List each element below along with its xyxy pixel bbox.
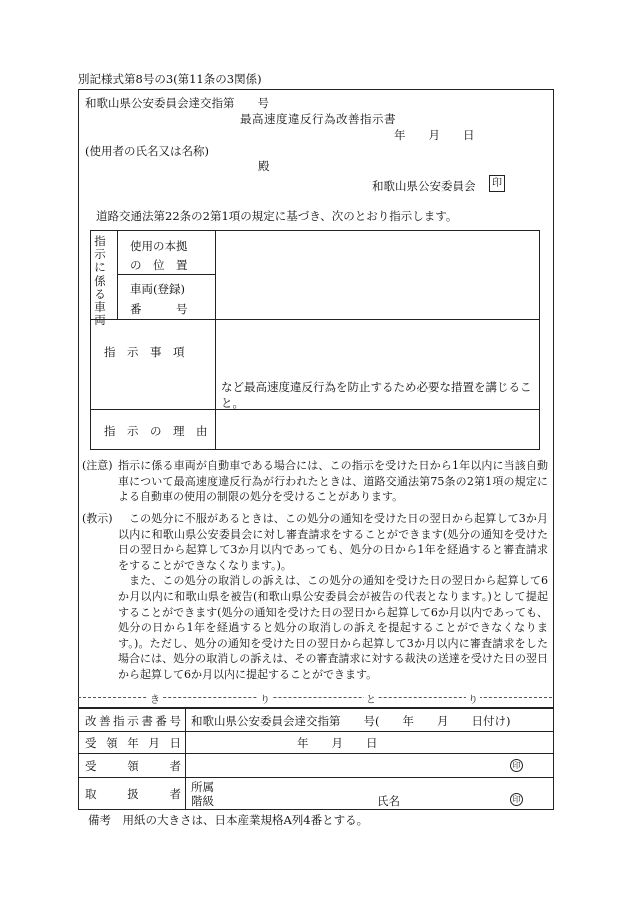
issuer-name: 和歌山県公安委員会 [372,179,476,193]
received-date-value: 年 月 日 [297,736,378,750]
instruction-number-label: 改善指示書番号 [85,714,181,728]
handler-seal-icon: 印 [510,793,523,806]
recipient-label: 受領者 [85,759,181,773]
cut-char: り [466,691,480,706]
teaching-text [118,511,548,683]
location-label-line2: の 位 置 [130,258,188,272]
table-divider [91,319,539,320]
vehicle-number-label-line2: 番 号 [130,302,188,316]
handler-affiliation-label: 所属 [191,780,214,794]
form-label: 別記様式第8号の3(第11条の3関係) [78,72,262,86]
document-number: 和歌山県公安委員会達交指第 号 [85,96,269,110]
handler-name-label: 氏名 [377,794,400,808]
issuer-seal-box: 印 [489,175,505,192]
handler-label: 取扱者 [85,787,181,801]
handler-rank-label: 階級 [191,794,214,808]
cut-char: と [364,691,378,706]
table-divider [79,731,553,732]
table-divider [117,274,215,275]
intro-text: 道路交通法第22条の2第1項の規定に基づき、次のとおり指示します。 [96,209,458,223]
issue-date: 年 月 日 [394,128,475,142]
instruction-reason-label: 指 示 の 理 由 [104,424,208,438]
caution-label: (注意) [82,459,113,472]
teaching-paragraph-1: この処分に不服があるときは、この処分の通知を受けた日の翌日から起算して3か月以内に和歌山県公安委員会に対し審査請求をすることができます(処分の通知を受けた日の翌日から起算して3か月以内であっても、処分の日から1年を経過すると審査請求をすることができなくなります。)。 [118,512,548,572]
instruction-items-label: 指 示 事 項 [104,345,185,359]
recipient-seal-icon: 印 [510,759,523,772]
teaching-paragraph-2: また、この処分の取消しの訴えは、この処分の通知を受けた日の翌日から起算して6か月以内に和歌山県を被告(和歌山県公安委員会が被告の代表となります。)として提起することができます(処分の通知を受けた日の翌日から起算して6か月以内であっても、処分の日から1年を経過すると処分の取消しの訴えを提起することができなくなります。)。ただし、処分の通知を受けた日の翌日から起算して3か月以内に審査請求をした場合には、処分の取消しの訴えは、その審査請求に対する裁決の送達を受けた日の翌日から起算して6か月以内に提起することができます。 [118,574,548,681]
vehicle-group-label: 指示に係る車両 [94,234,106,328]
honorific: 殿 [258,159,270,173]
teaching-label: (教示) [82,512,113,525]
table-divider [79,777,553,778]
caution-note [82,458,548,506]
user-name-label: (使用者の氏名又は名称) [85,144,209,158]
received-date-label: 受領年月日 [85,736,181,750]
cut-char: き [148,691,162,706]
receipt-table [78,708,554,810]
teaching-note [82,511,548,689]
table-divider [215,231,216,449]
location-label-line1: 使用の本拠 [130,239,188,253]
table-divider [79,753,553,754]
table-divider [185,709,186,809]
cut-char: り [258,691,272,706]
document-title: 最高速度違反行為改善指示書 [240,112,396,126]
instruction-items-text: など最高速度違反行為を防止するため必要な措置を講じること。 [221,380,532,410]
remark: 備考 用紙の大きさは、日本産業規格A列4番とする。 [88,813,369,827]
vehicle-number-label-line1: 車両(登録) [130,282,185,296]
caution-text: 指示に係る車両が自動車である場合には、この指示を受けた日から1年以内に当該自動車について最高速度違反行為が行われたときは、道路交通法第75条の2第1項の規定による自動車の使用の制限の処分を受けることがあります。 [118,459,548,504]
instruction-number-value: 和歌山県公安委員会達交指第 号( 年 月 日付け) [191,714,511,728]
table-divider [117,231,118,319]
